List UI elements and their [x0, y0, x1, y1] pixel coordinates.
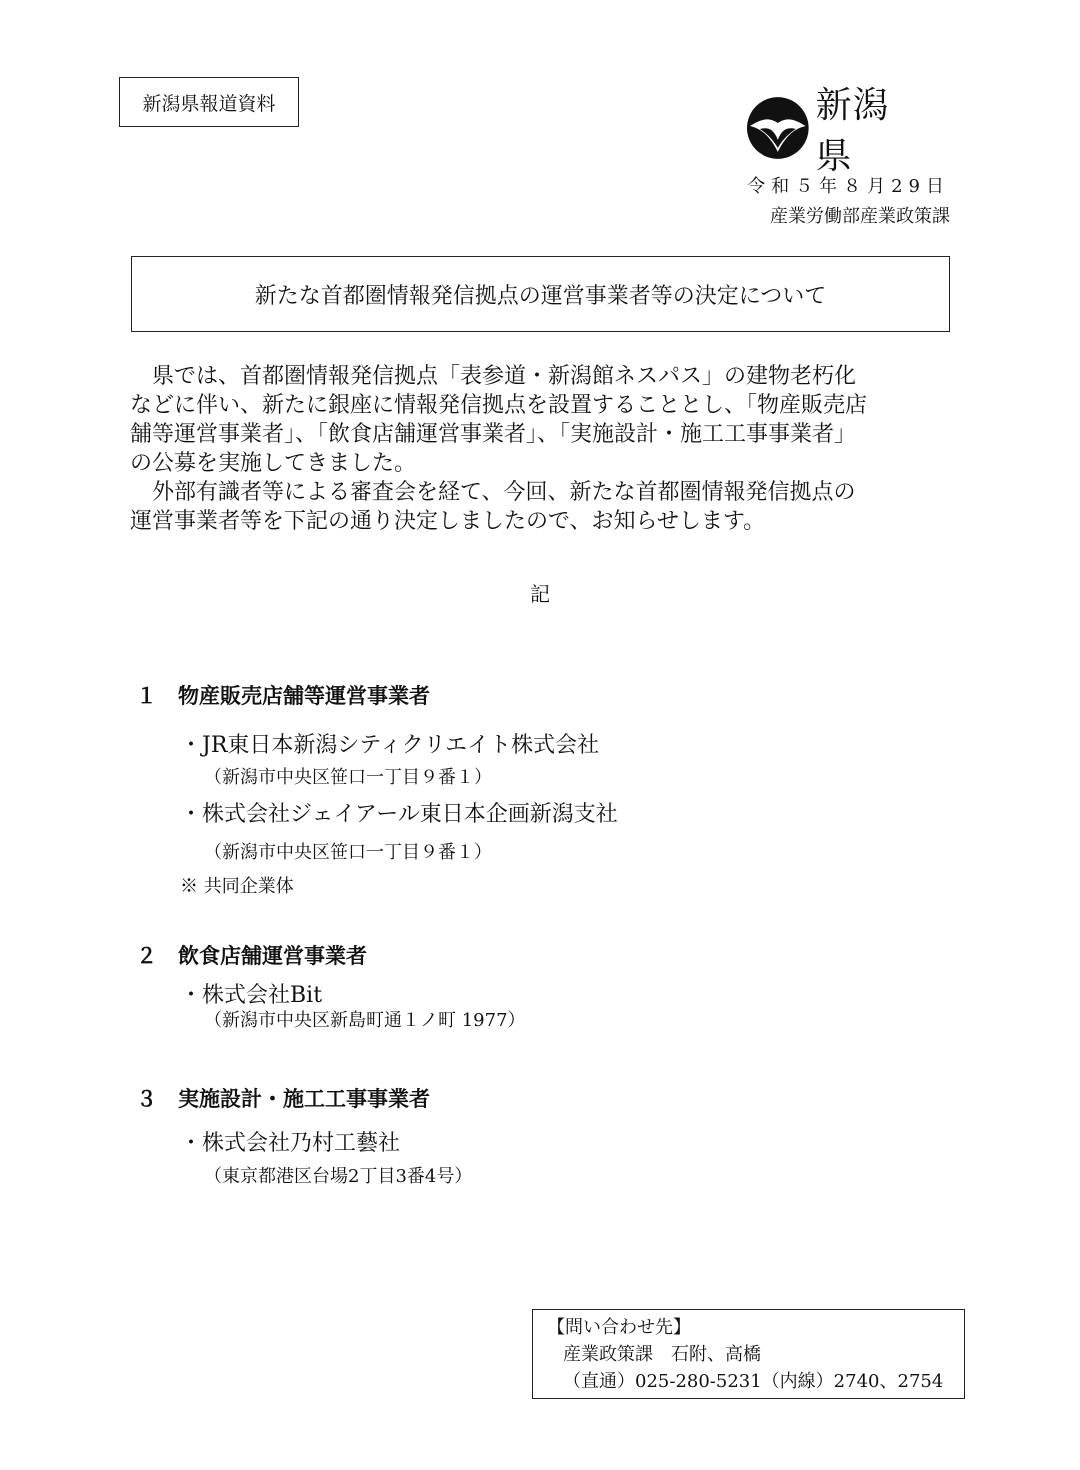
- section-number: ３: [136, 1087, 157, 1111]
- department-name: 産業労働部産業政策課: [770, 206, 950, 227]
- company-name: ・株式会社ジェイアール東日本企画新潟支社: [180, 802, 618, 827]
- joint-venture-note: ※ 共同企業体: [180, 876, 294, 897]
- logo-text: 新潟県: [815, 85, 890, 177]
- company-name: ・株式会社乃村工藝社: [180, 1131, 401, 1156]
- company-address: （東京都港区台場2丁目3番4号）: [204, 1166, 473, 1187]
- issue-date: 令和５年８月29日: [747, 176, 950, 197]
- body-line: 県では、首都圏情報発信拠点「表参道・新潟館ネスパス」の建物老朽化: [130, 364, 857, 389]
- contact-phone: （直通）025-280-5231（内線）2740、2754: [563, 1371, 944, 1392]
- body-text: [130, 362, 952, 536]
- company-address: （新潟市中央区新島町通１ノ町 1977）: [204, 1010, 526, 1031]
- section-heading: [136, 1083, 430, 1113]
- section-number: １: [136, 684, 157, 708]
- body-line: の公募を実施してきました。: [130, 451, 417, 476]
- body-line: 外部有識者等による審査会を経て、今回、新たな首都圏情報発信拠点の: [130, 480, 856, 505]
- body-line: 舗等運営事業者」、「飲食店舗運営事業者」、「実施設計・施工工事事業者」: [130, 422, 857, 447]
- section-title: 実施設計・施工工事事業者: [178, 1087, 430, 1111]
- body-line: などに伴い、新たに銀座に情報発信拠点を設置することとし、「物産販売店: [130, 393, 868, 418]
- section-title: 飲食店舗運営事業者: [178, 944, 367, 968]
- document-title: 新たな首都圏情報発信拠点の運営事業者等の決定について: [131, 256, 950, 332]
- prefecture-logo: [746, 85, 926, 177]
- section-heading: [136, 940, 367, 970]
- company-name: ・株式会社Bit: [180, 983, 323, 1008]
- niigata-emblem-icon: [746, 96, 810, 160]
- section-title: 物産販売店舗等運営事業者: [178, 684, 430, 708]
- company-address: （新潟市中央区笹口一丁目９番１）: [204, 767, 492, 788]
- contact-box: [532, 1309, 965, 1399]
- company-address: （新潟市中央区笹口一丁目９番１）: [204, 842, 492, 863]
- contact-person: 産業政策課 石附、高橋: [563, 1344, 761, 1365]
- ki-marker: 記: [530, 582, 550, 606]
- body-line: 運営事業者等を下記の通り決定しましたので、お知らせします。: [130, 509, 766, 534]
- section-heading: [136, 680, 430, 710]
- company-name: ・JR東日本新潟シティクリエイト株式会社: [180, 733, 600, 758]
- contact-heading: 【問い合わせ先】: [547, 1317, 691, 1338]
- section-number: ２: [136, 944, 157, 968]
- press-release-label: 新潟県報道資料: [119, 77, 299, 127]
